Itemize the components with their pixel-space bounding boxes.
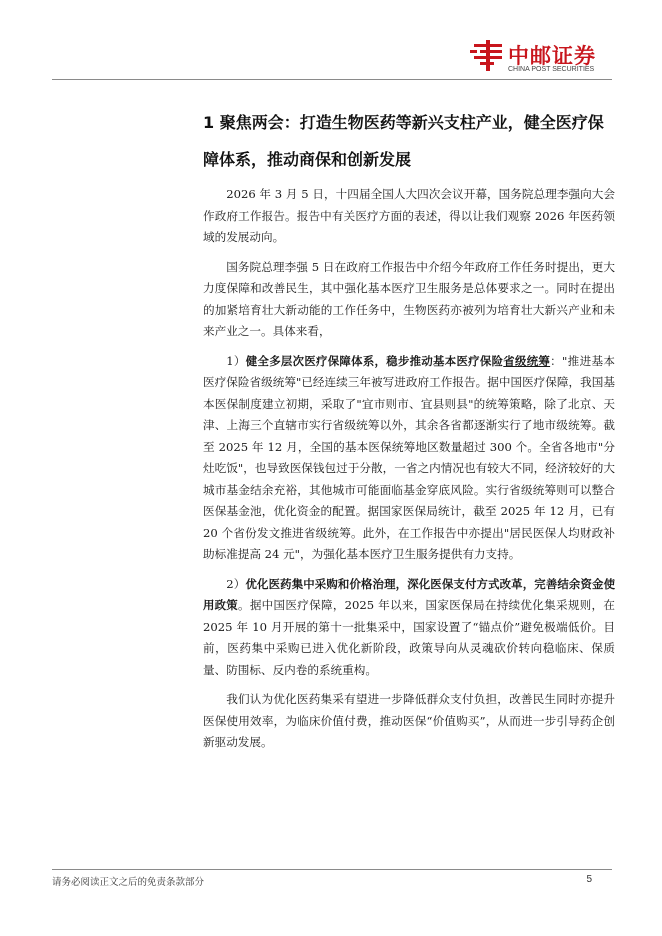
paragraph-intro: 2026 年 3 月 5 日，十四届全国人大四次会议开幕，国务院总理李强向大会作政府工作报告。报告中有关医疗方面的表述，得以让我们观察 2026 年医药领域的发展动向。 bbox=[203, 187, 615, 244]
footer-divider bbox=[52, 869, 612, 870]
footer-disclaimer: 请务必阅读正文之后的免责条款部分 bbox=[52, 877, 205, 888]
point-1-number: 1） bbox=[226, 353, 246, 368]
logo-chinese-name: 中邮证券 bbox=[508, 44, 596, 68]
paragraph-conclusion: 我们认为优化医药集采有望进一步降低群众支付负担，改善民生同时亦提升医保使用效率，为临床价值付费，推动医保“价值购买”，从而进一步引导药企创新驱动发展。 bbox=[203, 692, 615, 749]
paragraph-point-1 bbox=[203, 351, 615, 566]
paragraph-overview: 国务院总理李强 5 日在政府工作报告中介绍今年政府工作任务时提出，更大力度保障和改善民生，其中强化基本医疗卫生服务是总体要求之一。同时在提出的加紧培育壮大新动能的工作任务中，生物医药亦被列为培育壮大新兴产业和未来产业之一。具体来看， bbox=[203, 259, 615, 338]
point-1-heading-underlined: 省级统筹 bbox=[503, 353, 551, 368]
point-2-text: 。据中国医疗保障，2025 年以来，国家医保局在持续优化集采规则，在 2025 年 10 月开展的第十一批集采中，国家设置了“锚点价”避免极端低价。目前，医药集中采购已进入优化新阶段，政策导向从灵魂砍价转向稳临床、保质量、防围标、反内卷的系统重构。 bbox=[203, 598, 615, 677]
china-post-logo-icon bbox=[470, 38, 504, 72]
section-heading: 1 聚焦两会：打造生物医药等新兴支柱产业，健全医疗保障体系，推动商保和创新发展 bbox=[203, 113, 604, 169]
point-1-text: ："推进基本医疗保险省级统筹"已经连续三年被写进政府工作报告。据中国医疗保障，我国基本医保制度建立初期，采取了"宜市则市、宜县则县"的统筹策略，除了北京、天津、上海三个直辖市实行省级统筹以外，其余各省都逐渐实行了地市级统筹。截至 2025 年 12 月，全国的基本医保统筹地区数量超过 300 个。全省各地市"分灶吃饭"，也导致医保钱包过于分散，一省之内情况也有较大不同，经济较好的大城市基金结余充裕，其他城市可能面临基金穿底风险。实行省级统筹则可以整合医保基金池，优化资金的配置。据国家医保局统计，截至 2025 年 12 月，已有 20 个省份发文推进省级统筹。此外，在工作报告中亦提出"居民医保人均财政补助标准提高 24 元"，为强化基本医疗卫生服务提供有力支持。 bbox=[203, 353, 615, 561]
paragraph-point-2 bbox=[203, 574, 615, 682]
logo-english-name: CHINA POST SECURITIES bbox=[508, 66, 595, 73]
header-divider bbox=[52, 79, 612, 80]
point-2-heading: 优化医药集中采购和价格治理，深化医保支付方式改革，完善结余资金使用政策 bbox=[203, 576, 615, 612]
company-logo bbox=[470, 38, 620, 78]
point-1-heading: 健全多层次医疗保障体系，稳步推动基本医疗保险 bbox=[245, 353, 504, 368]
page-number: 5 bbox=[586, 874, 592, 885]
point-2-number: 2） bbox=[226, 576, 246, 591]
report-body bbox=[203, 184, 615, 762]
